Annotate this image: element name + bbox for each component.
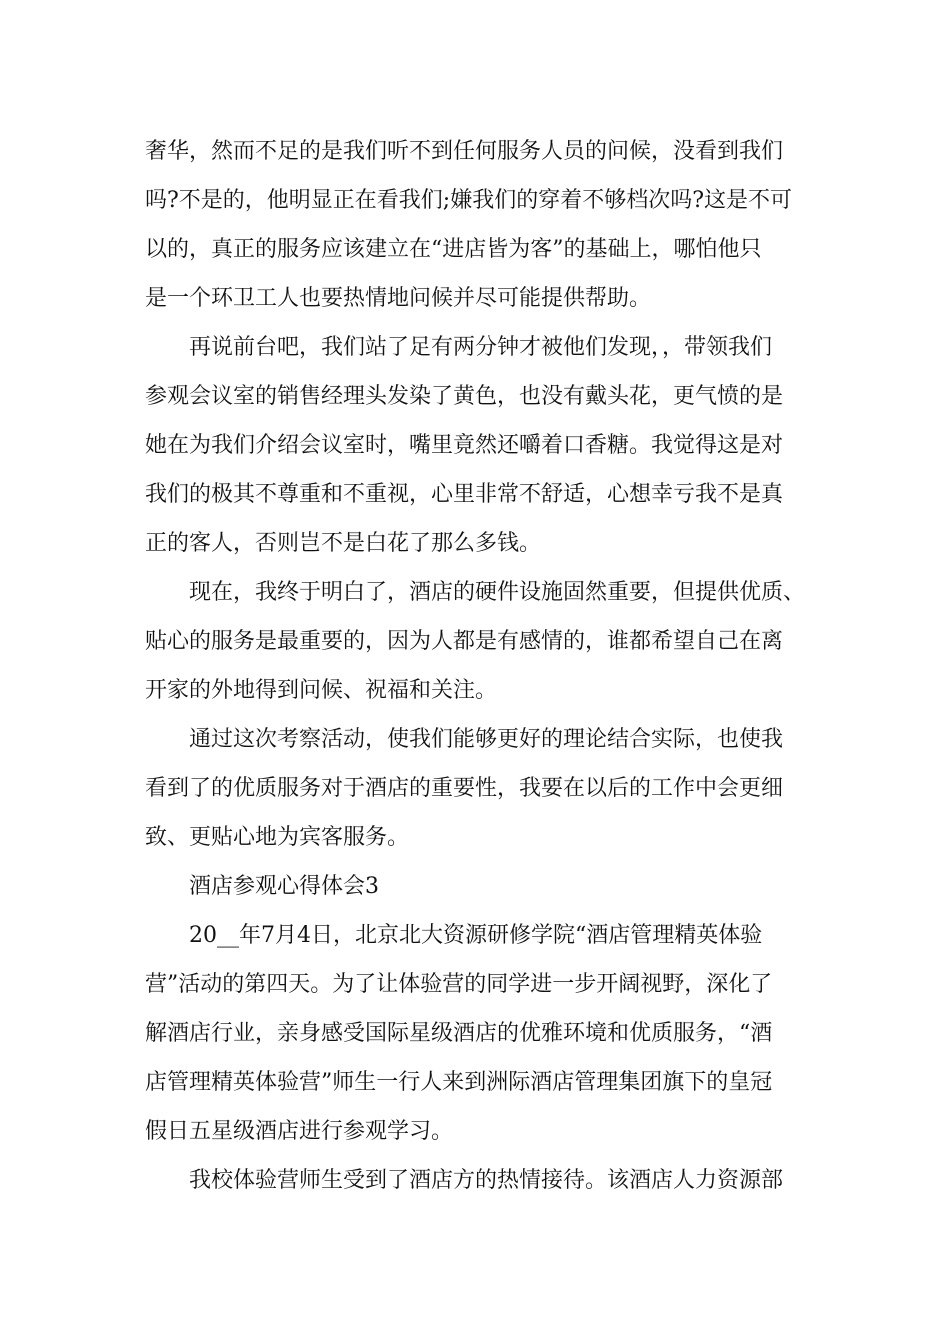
text-line: 我校体验营师生受到了酒店方的热情接待。该酒店人力资源部 (189, 1168, 784, 1193)
text-line: 她在为我们介绍会议室时，嘴里竟然还嚼着口香糖。我觉得这是对 (145, 433, 784, 458)
text-line: 以的，真正的服务应该建立在“进店皆为客”的基础上，哪怕他只 (145, 237, 762, 262)
text-line: 现在，我终于明白了，酒店的硬件设施固然重要，但提供优质、 (189, 580, 806, 605)
text-line: 贴心的服务是最重要的，因为人都是有感情的，谁都希望自己在离 (145, 629, 784, 654)
text-line: 营”活动的第四天。为了让体验营的同学进一步开阔视野，深化了 (145, 972, 773, 997)
text-line: 店管理精英体验营”师生一行人来到洲际酒店管理集团旗下的皇冠 (145, 1070, 773, 1095)
text-line: 吗?不是的，他明显正在看我们;嫌我们的穿着不够档次吗?这是不可 (145, 188, 793, 213)
text-line: 是一个环卫工人也要热情地问候并尽可能提供帮助。 (145, 286, 652, 311)
text-line: 通过这次考察活动，使我们能够更好的理论结合实际，也使我 (189, 727, 784, 752)
document-body (145, 127, 810, 1205)
text-line: 再说前台吧，我们站了足有两分钟才被他们发现，，带领我们 (189, 335, 773, 360)
text-line: 解酒店行业，亲身感受国际星级酒店的优雅环境和优质服务，“酒 (145, 1021, 773, 1046)
text-line: 正的客人，否则岂不是白花了那么多钱。 (145, 531, 542, 556)
text-line: 假日五星级酒店进行参观学习。 (145, 1119, 454, 1144)
section-heading: 酒店参观心得体会3 (189, 874, 379, 899)
text-line: 奢华，然而不足的是我们听不到任何服务人员的问候，没看到我们 (145, 139, 784, 164)
text-line: 看到了的优质服务对于酒店的重要性，我要在以后的工作中会更细 (145, 776, 784, 801)
text-line: 致、更贴心地为宾客服务。 (145, 825, 410, 850)
text-line: 参观会议室的销售经理头发染了黄色，也没有戴头花，更气愤的是 (145, 384, 784, 409)
text-line: 20__年7月4日，北京北大资源研修学院“酒店管理精英体验 (189, 923, 763, 948)
text-line: 我们的极其不尊重和不重视，心里非常不舒适，心想幸亏我不是真 (145, 482, 784, 507)
text-line: 开家的外地得到问候、祝福和关注。 (145, 678, 498, 703)
